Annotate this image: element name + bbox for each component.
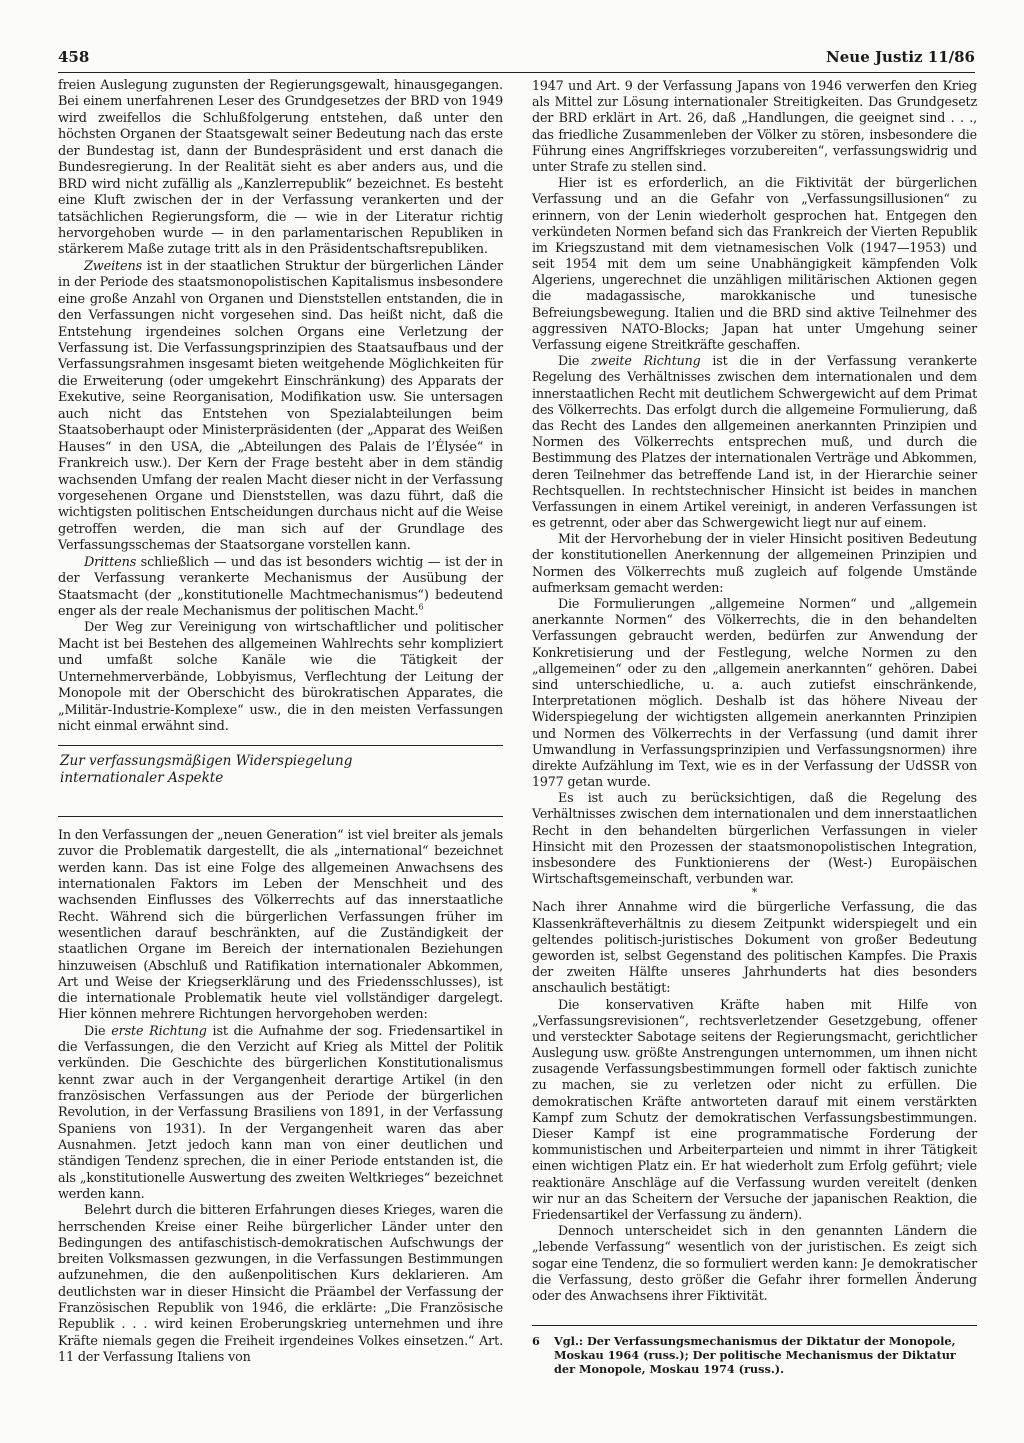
paragraph: In den Verfassungen der „neuen Generation“ ist viel breiter als jemals zuvor die Problematik dargestellt, die als „international“ bezeichnet werden kann. Das ist eine Folge des allgemeinen Anwachsens des internationalen Faktors im Leben der Menschheit und des wachsenden Einflusses des Völkerrechts auf das innerstaatliche Recht. Während sich die bürgerlichen Verfassungen früher im wesentlichen darauf beschränkten, auf die Zuständigkeit der staatlichen Organe im Bereich der internationalen Beziehungen hinzuweisen (Abschluß und Ratifikation internationaler Abkommen, Art und Weise der Kriegserklärung und des Friedensschlusses), ist die internationale Problematik heute viel vollständiger dargelegt. Hier können mehrere Richtungen hervorgehoben werden: [58, 828, 503, 1023]
paragraph: Drittens schließlich — und das ist besonders wichtig — ist der in der Verfassung verankerte Mechanismus der Ausübung der Staatsmacht (der „konstitutionelle Machtmechanismus“) bedeutend enger als der reale Mechanismus der politischen Macht.$^6$ [58, 554, 503, 619]
paragraph: Hier ist es erforderlich, an die Fiktivität der bürgerlichen Verfassung und an die Gefahr von „Verfassungsillusionen“ zu erinnern, von der Lenin wiederholt gesprochen hat. Entgegen den verkündeten Normen befand sich das Frankreich der Vierten Republik im Kriegszustand mit dem vietnamesischen Volk (1947—1953) und seit 1954 mit dem um seine Unabhängigkeit kämpfenden Volk Algeriens, ungerechnet die unzähligen militärischen Aktionen gegen die madagassische, marokkanische und tunesische Befreiungsbewegung. Italien und die BRD sind aktive Teilnehmer des aggressiven NATO-Blocks; Japan hat unter Umgehung seiner Verfassung eigene Streitkräfte geschaffen. [532, 175, 977, 352]
section-heading-line: internationaler Aspekte [60, 770, 224, 786]
left-column-top [58, 78, 503, 736]
paragraph: 1947 und Art. 9 der Verfassung Japans von 1946 verwerfen den Krieg als Mittel zur Lösung internationaler Streitigkeiten. Das Grundgesetz der BRD erklärt in Art. 26, daß „Handlungen, die geeignet sind . . ., das friedliche Zusammenleben der Völker zu stören, insbesondere die Führung eines Angriffskrieges vorzubereiten“, verfassungswidrig und unter Strafe zu stellen sind. [532, 78, 977, 174]
paragraph: freien Auslegung zugunsten der Regierungsgewalt, hinausgegangen. Bei einem unerfahrenen Leser des Grundgesetzes der BRD von 1949 wird zweifellos die Schlußfolgerung entstehen, daß unter den höchsten Organen der Staatsgewalt seiner Bedeutung nach das erste der Bundestag ist, dann der Bundespräsident und erst danach die Bundesregierung. In der Realität sieht es aber anders aus, und die BRD wird nicht zufällig als „Kanzlerrepublik“ bezeichnet. Es besteht eine Kluft zwischen der in der Verfassung verankerten und der tatsächlichen Regierungsform, die — wie in der Literatur richtig hervorgehoben wurde — in den parlamentarischen Republiken in stärkerem Maße zutage tritt als in den Präsidentschaftsrepubliken. [58, 78, 503, 258]
emphasis: Drittens [84, 554, 137, 570]
paragraph: Die Formulierungen „allgemeine Normen“ und „allgemein anerkannte Normen“ des Völkerrechts, die in den behandelten Verfassungen gebraucht werden, bedürfen zur Anwendung der Konkretisierung und der Festlegung, welche Normen zu den „allgemeinen“ oder zu den „allgemein anerkannten“ gehören. Dabei sind unterschiedliche, u. a. auch zutiefst einschränkende, Interpretationen möglich. Deshalb ist das höhere Niveau der Widerspiegelung der wichtigsten allgemein anerkannten Prinzipien und Normen des Völkerrechts in der Verfassung (und damit ihrer Umwandlung in Verfassungsprinzipien und Verfassungsnormen) ihre direkte Aufzählung im Text, wie es in der Verfassung der UdSSR von 1977 getan wurde. [532, 596, 977, 790]
footnote-text: Vgl.: Der Verfassungsmechanismus der Diktatur der Monopole, Moskau 1964 (russ.); Der politische Mechanismus der Diktatur der Monopole, Moskau 1974 (russ.). [554, 1334, 956, 1376]
paragraph: Dennoch unterscheidet sich in den genannten Ländern die „lebende Verfassung“ wesentlich von der juristischen. Es zeigt sich sogar eine Tendenz, die so formuliert werden kann: Je demokratischer die Verfassung, desto größer die Gefahr ihrer formellen Änderung oder des Anwachsens ihrer Fiktivität. [532, 1223, 977, 1303]
right-column [532, 78, 977, 1304]
paragraph: Die konservativen Kräfte haben mit Hilfe von „Verfassungsrevisionen“, rechtsverletzender Gesetzgebung, offener und versteckter Sabotage seitens der Regierungsmacht, gerichtlicher Auslegung usw. größte Anstrengungen unternommen, um ihnen nicht zusagende Verfassungsbestimmungen formell oder faktisch zunichte zu machen, sie zu verletzen oder nicht zu erfüllen. Die demokratischen Kräfte antworteten darauf mit einem verstärkten Kampf zum Schutz der demokratischen Verfassungsbestimmungen. Dieser Kampf ist eine programmatische Forderung der kommunistischen und Arbeiterparteien und nimmt in ihrer Tätigkeit einen wichtigen Platz ein. Er hat wiederholt zum Erfolg geführt; viele reaktionäre Anschläge auf die Verfassung wurden vereitelt (denken wir nur an das Scheitern der Versuche der japanischen Reaktion, die Friedensartikel der Verfassung zu ändern). [532, 996, 977, 1222]
section-heading-line: Zur verfassungsmäßigen Widerspiegelung [60, 753, 353, 769]
left-column-bottom [58, 828, 503, 1366]
paragraph: Der Weg zur Vereinigung von wirtschaftlicher und politischer Macht ist bei Bestehen des allgemeinen Wahlrechts sehr kompliziert und umfaßt solche Kanäle wie die Tätigkeit der Unternehmerverbände, Lobbyismus, Verflechtung der Leitung der Monopole mit der Oberschicht des bürokratischen Apparates, die „Militär-Industrie-Komplexe“ usw., die in den meisten Verfassungen nicht einmal erwähnt sind. [58, 620, 503, 735]
paragraph: Belehrt durch die bitteren Erfahrungen dieses Krieges, waren die herrschenden Kreise einer Reihe bürgerlicher Länder unter den Bedingungen des antifaschistisch-demokratischen Aufschwungs der breiten Volksmassen gezwungen, in die Verfassungen Bestimmungen aufzunehmen, die den außenpolitischen Kurs deklarieren. Am deutlichsten war in dieser Hinsicht die Präambel der Verfassung der Französischen Republik von 1946, die erklärte: „Die Französische Republik . . . wird keinen Eroberungskrieg unternehmen und ihre Kräfte niemals gegen die Freiheit irgendeines Volkes einsetzen.“ Art. 11 der Verfassung Italiens von [58, 1203, 503, 1365]
section-heading [58, 745, 503, 817]
paragraph: Mit der Hervorhebung der in vieler Hinsicht positiven Bedeutung der konstitutionellen Anerkennung der allgemeinen Prinzipien und Normen des Völkerrechts muß zugleich auf folgende Umstände aufmerksam gemacht werden: [532, 531, 977, 595]
emphasis: zweite Richtung [591, 353, 701, 369]
page-header [58, 46, 975, 73]
emphasis: Zweitens [84, 258, 143, 274]
paragraph: Die erste Richtung ist die Aufnahme der sog. Friedensartikel in die Verfassungen, die den Verzicht auf Krieg als Mittel der Politik verkünden. Die Geschichte des bürgerlichen Konstitutionalismus kennt zwar auch in der Vergangenheit derartige Artikel (in den französischen Verfassungen aus der Periode der bürgerlichen Revolution, in der Verfassung Brasiliens von 1891, in der Verfassung Spaniens von 1931). In der Vergangenheit waren das aber Ausnahmen. Jetzt jedoch kann man von einer deutlichen und ständigen Tendenz sprechen, die in einer Periode entstanden ist, die als „konstitutionelle Auswertung des zweiten Weltkrieges“ bezeichnet werden kann. [58, 1023, 503, 1202]
journal-issue: Neue Justiz 11/86 [826, 48, 975, 66]
page-number: 458 [58, 48, 90, 66]
paragraph: Zweitens ist in der staatlichen Struktur der bürgerlichen Länder in der Periode des staatsmonopolistischen Kapitalismus insbesondere eine große Anzahl von Organen und Dienststellen entstanden, die in den Verfassungen nicht vorgesehen sind. Das heißt nicht, daß die Entstehung irgendeines solchen Organs eine Verletzung der Verfassung ist. Die Verfassungsprinzipien des Staatsaufbaus und der Verfassungsrahmen insgesamt bieten weitgehende Möglichkeiten für die Erweiterung (oder umgekehrt Einschränkung) des Apparats der Exekutive, seine Reorganisation, Modifikation usw. Sie untersagen auch nicht das Entstehen von Spezialabteilungen beim Staatsoberhaupt oder Ministerpräsidenten (der „Apparat des Weißen Hauses“ in den USA, die „Abteilungen des Palais de l’Élysée“ in Frankreich usw.). Der Kern der Frage besteht aber in dem ständig wachsenden Umfang der realen Macht dieser nicht in der Verfassung vorgesehenen Organe und Dienststellen, was dazu führt, daß die wichtigsten politischen Entscheidungen durchaus nicht auf die Weise getroffen werden, die man sich auf der Grundlage des Verfassungsschemas der Staatsorgane vorstellen kann. [58, 258, 503, 554]
paragraph: Es ist auch zu berücksichtigen, daß die Regelung des Verhältnisses zwischen dem internationalen und dem innerstaatlichen Recht in den behandelten bürgerlichen Verfassungen in vieler Hinsicht mit den Prozessen der staatsmonopolistischen Integration, insbesondere des Funktionierens der (West-) Europäischen Wirtschaftsgemeinschaft, verbunden war. [532, 790, 977, 887]
section-separator-star: * [751, 886, 758, 900]
footnote-number: 6 [532, 1334, 540, 1348]
paragraph: Nach ihrer Annahme wird die bürgerliche Verfassung, die das Klassenkräfteverhältnis zu diesem Zeitpunkt widerspiegelt und ein geltendes politisch-juristisches Dokument von großer Bedeutung geworden ist, selbst Gegenstand des politischen Kampfes. Die Praxis der zweiten Hälfte unseres Jahrhunderts hat dies besonders anschaulich bestätigt: [532, 899, 977, 996]
paragraph: Die zweite Richtung ist die in der Verfassung verankerte Regelung des Verhältnisses zwischen dem internationalen und dem innerstaatlichen Recht mit deutlichem Schwergewicht auf dem Primat des Völkerrechts. Das erfolgt durch die allgemeine Formulierung, daß das Recht des Landes den allgemeinen anerkannten Prinzipien und Normen des Völkerrechts entsprechen muß, und durch die Bestimmung des Platzes der internationalen Verträge und Abkommen, deren Teilnehmer das betreffende Land ist, in der Hierarchie seiner Rechtsquellen. In rechtstechnischer Hinsicht ist beides in manchen Verfassungen in einem Artikel vereinigt, in anderen Verfassungen ist es getrennt, oder aber das Schwergewicht liegt nur auf einem. [532, 353, 977, 531]
footnote [532, 1325, 977, 1376]
emphasis: erste Richtung [111, 1023, 207, 1039]
footnote-ref: 6 [418, 602, 424, 612]
